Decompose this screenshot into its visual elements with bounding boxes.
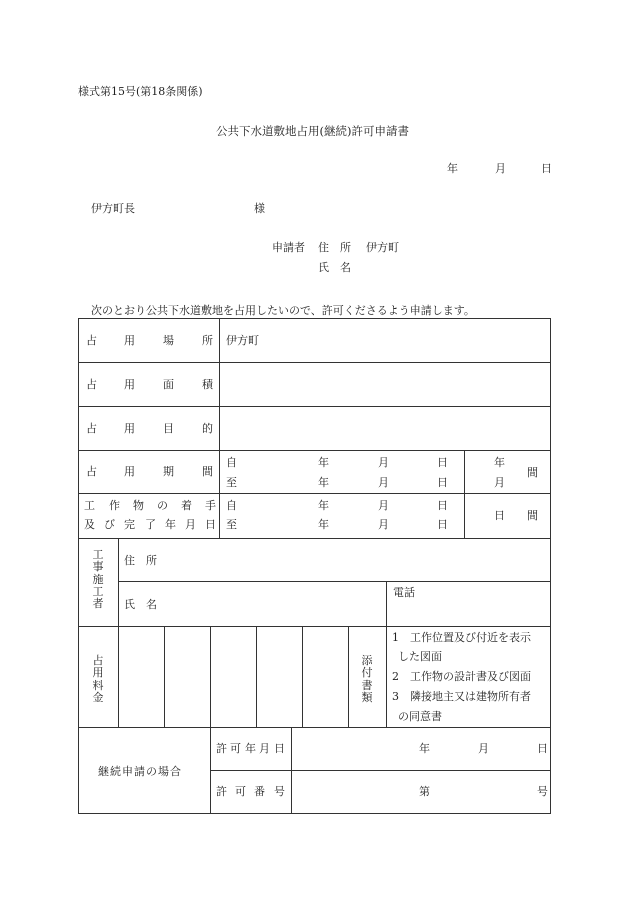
applicant-name-label: 氏 名 <box>318 261 351 274</box>
applicant-address-label: 住 所 <box>318 241 351 254</box>
occupation-place-value: 伊方町 <box>226 334 259 347</box>
addressee-honorific: 様 <box>254 202 265 215</box>
contractor-phone-label: 電話 <box>393 586 415 599</box>
renewal-label: 継続申請の場合 <box>98 765 182 778</box>
fee-vertical-label: 占用料金 <box>92 654 104 704</box>
attachments-vertical-label: 添付書類 <box>361 654 373 704</box>
contractor-name-label: 氏 名 <box>124 598 157 611</box>
intro-text: 次のとおり公共下水道敷地を占用したいので、許可くださるよう申請します。 <box>91 304 475 317</box>
page-title: 公共下水道敷地占用(継続)許可申請書 <box>216 124 409 138</box>
contractor-vertical-label: 工事施工者 <box>92 548 104 611</box>
applicant-address-value: 伊方町 <box>366 241 399 254</box>
addressee-name: 伊方町長 <box>91 202 135 215</box>
form-number: 様式第15号(第18条関係) <box>78 85 203 98</box>
contractor-address-label: 住 所 <box>124 554 157 567</box>
